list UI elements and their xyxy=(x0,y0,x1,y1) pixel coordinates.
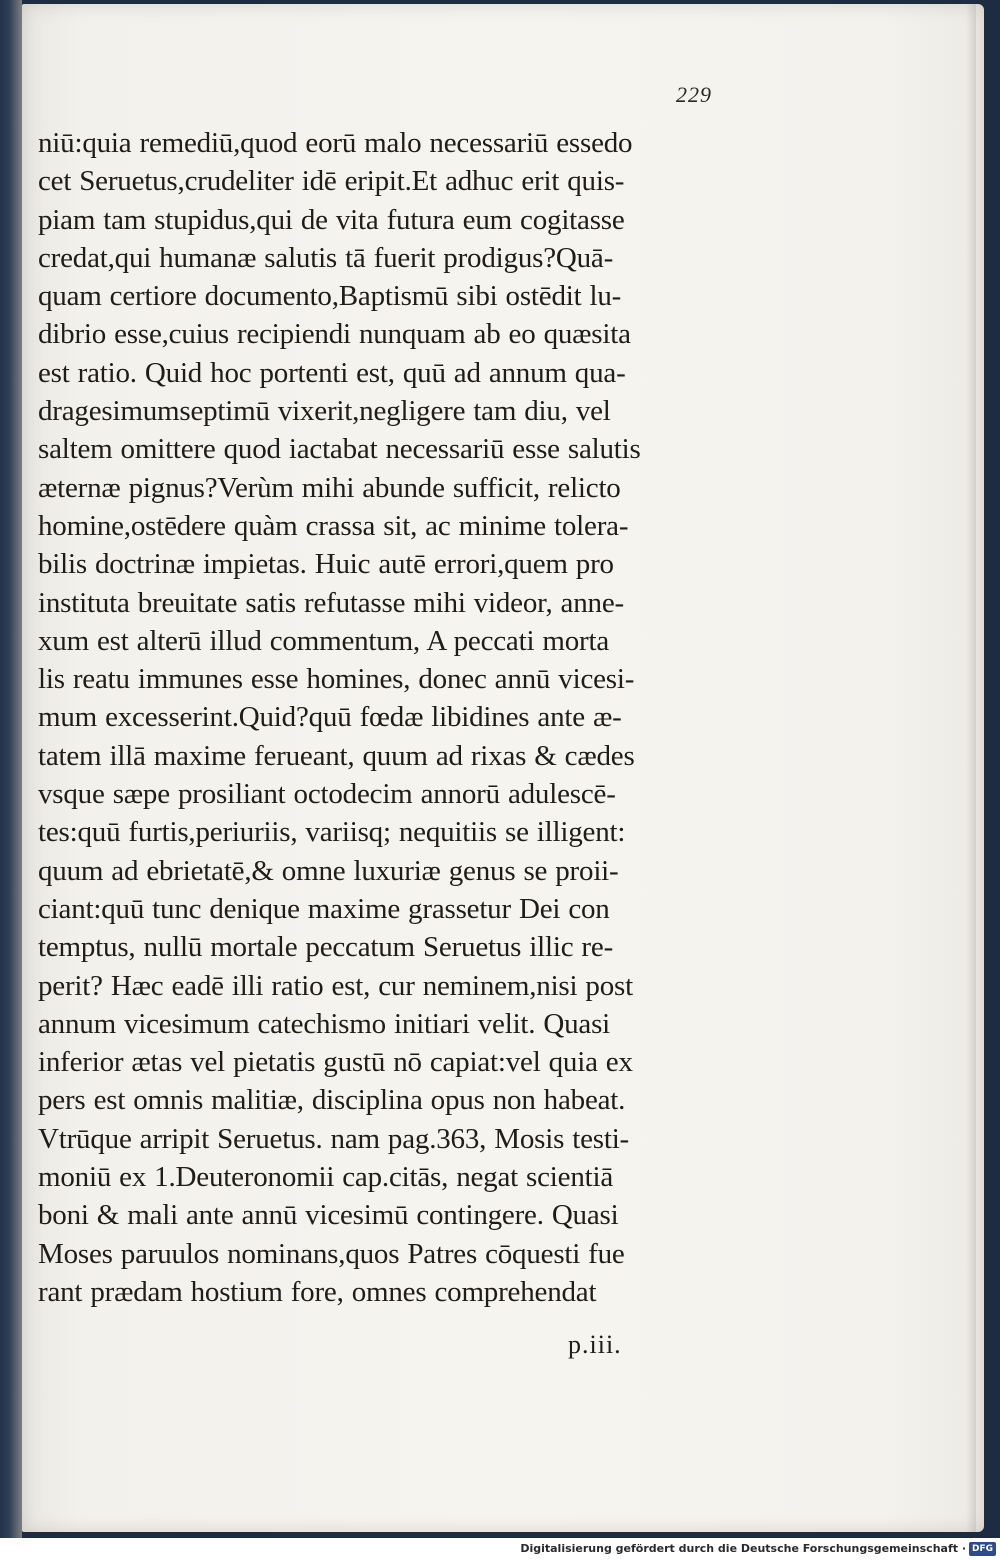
text-line: est ratio. Quid hoc portenti est, quū ad annum qua- xyxy=(38,356,626,389)
text-line: tatem illā maxime ferueant, quum ad rixas & cædes xyxy=(38,739,635,772)
signature-mark: p.iii. xyxy=(568,1330,622,1359)
text-line: Vtrūque arripit Seruetus. nam pag.363, Mosis testi- xyxy=(38,1122,630,1155)
text-line: quam certiore documento,Baptismū sibi ostēdit lu- xyxy=(38,280,622,313)
text-line: saltem omittere quod iactabat necessariū esse salutis xyxy=(38,433,641,466)
body-text xyxy=(38,124,728,1311)
text-line: bilis doctrinæ impietas. Huic autē errori,quem pro xyxy=(38,548,614,581)
binding-edge xyxy=(0,0,22,1538)
text-line: vsque sæpe prosiliant octodecim annorū adulescē- xyxy=(38,778,616,811)
funding-bar xyxy=(0,1538,1000,1560)
page-number: 229 xyxy=(676,82,712,107)
text-line: niū:quia remediū,quod eorū malo necessariū essedo xyxy=(38,127,633,159)
text-line: instituta breuitate satis refutasse mihi videor, anne- xyxy=(38,586,624,619)
dfg-logo: DFG xyxy=(969,1542,996,1556)
text-line: xum est alterū illud commentum, A peccati morta xyxy=(38,624,610,657)
text-line: æternæ pignus?Verùm mihi abunde sufficit, relicto xyxy=(38,471,621,504)
text-line: homine,ostēdere quàm crassa sit, ac minime tolera- xyxy=(38,509,629,542)
text-line: lis reatu immunes esse homines, donec annū vicesi- xyxy=(38,663,635,696)
page-edge-shadow xyxy=(966,4,976,1532)
text-line: dragesimumseptimū vixerit,negligere tam diu, vel xyxy=(38,395,611,428)
text-line: temptus, nullū mortale peccatum Seruetus illic re- xyxy=(38,931,614,964)
text-line: quum ad ebrietatē,& omne luxuriæ genus se proii- xyxy=(38,854,619,887)
text-line: moniū ex 1.Deuteronomii cap.citās, negat scientiā xyxy=(38,1161,614,1194)
text-line: ciant:quū tunc denique maxime grassetur Dei con xyxy=(38,892,610,925)
text-line: rant prædam hostium fore, omnes comprehendat xyxy=(38,1275,597,1308)
text-line: perit? Hæc eadē illi ratio est, cur neminem,nisi post xyxy=(38,969,633,1002)
text-line: tes:quū furtis,periuriis, variisq; nequitiis se illigent: xyxy=(38,816,626,849)
text-line: mum excesserint.Quid?quū fœdæ libidines ante æ- xyxy=(38,701,622,734)
text-line: boni & mali ante annū vicesimū contingere. Quasi xyxy=(38,1199,619,1232)
text-line: credat,qui humanæ salutis tā fuerit prodigus?Quā- xyxy=(38,241,614,274)
text-line: annum vicesimum catechismo initiari velit. Quasi xyxy=(38,1007,611,1040)
text-line: cet Seruetus,crudeliter idē eripit.Et adhuc erit quis- xyxy=(38,165,625,198)
text-line: dibrio esse,cuius recipiendi nunquam ab eo quæsita xyxy=(38,318,631,351)
text-line: piam tam stupidus,qui de vita futura eum cogitasse xyxy=(38,203,625,236)
text-line: pers est omnis malitiæ, disciplina opus non habeat. xyxy=(38,1084,626,1117)
funding-notice: Digitalisierung gefördert durch die Deutsche Forschungsgemeinschaft · xyxy=(520,1542,966,1555)
text-line: inferior ætas vel pietatis gustū nō capiat:vel quia ex xyxy=(38,1046,633,1079)
text-line: Moses paruulos nominans,quos Patres cōquesti fue xyxy=(38,1237,625,1270)
